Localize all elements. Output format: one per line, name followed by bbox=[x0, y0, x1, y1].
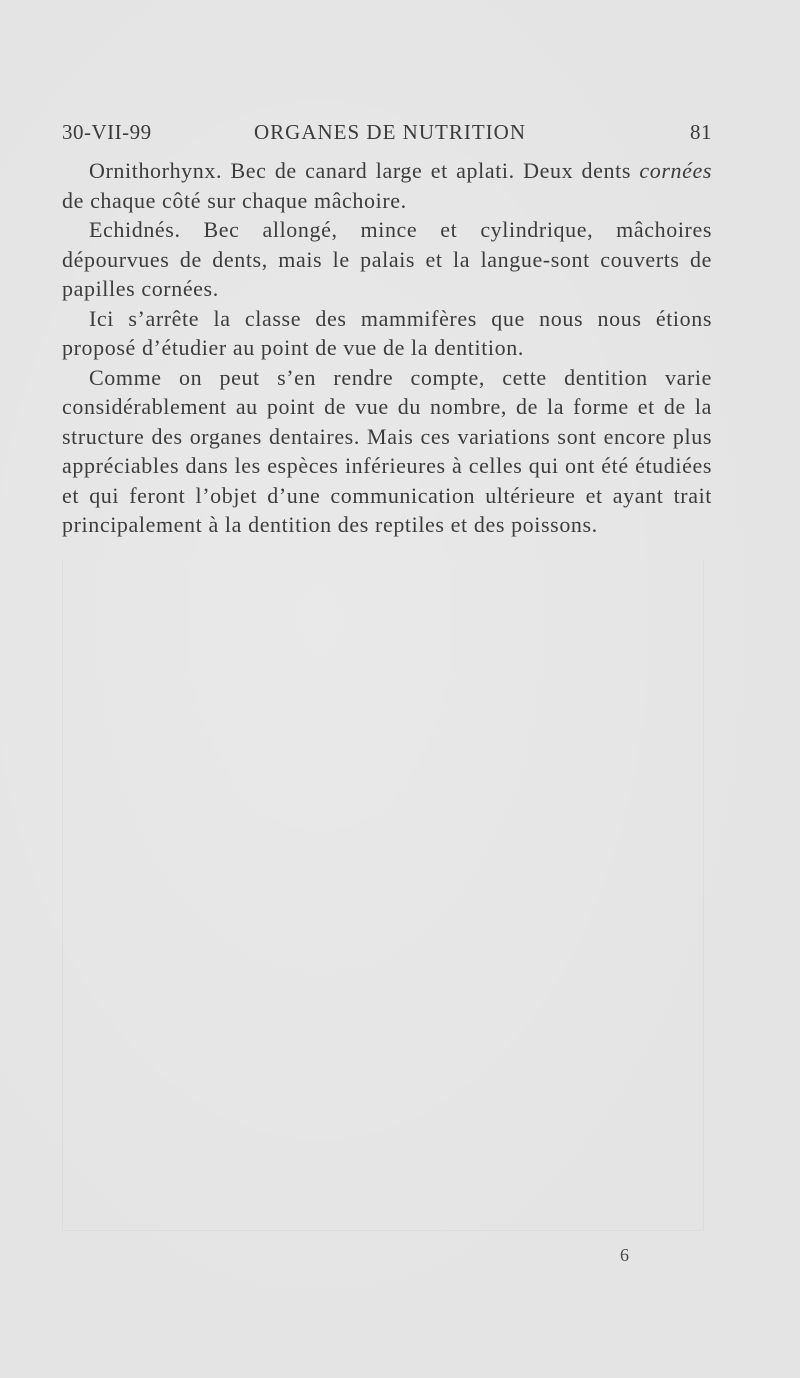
page-number: 81 bbox=[690, 120, 712, 144]
signature-mark: 6 bbox=[620, 1245, 629, 1265]
paragraph-text: Ornithorhynx. Bec de canard large et aplati. Deux dents bbox=[89, 158, 640, 183]
running-header bbox=[62, 120, 712, 150]
header-date: 30-VII-99 bbox=[62, 120, 152, 144]
header-title: ORGANES DE NUTRITION bbox=[254, 120, 526, 144]
paragraph-conclusion bbox=[62, 363, 712, 540]
body-text bbox=[62, 156, 712, 540]
paragraph-text: de chaque côté sur chaque mâchoire. bbox=[62, 187, 407, 213]
paragraph-text: Ici s’arrête la classe des mammifères que nous nous étions proposé d’étudier au point de vue de la dentition. bbox=[62, 305, 712, 360]
paragraph-ornithorhynx bbox=[62, 156, 712, 215]
paragraph-echidnes bbox=[62, 215, 712, 304]
paragraph-mammiferes bbox=[62, 304, 712, 363]
paragraph-emphasis: cornées bbox=[639, 158, 712, 183]
paragraph-text: Echidnés. Bec allongé, mince et cylindrique, mâchoires dépourvues de dents, mais le palais et la langue-sont couverts de papilles cornées. bbox=[62, 217, 712, 301]
paragraph-text: Comme on peut s’en rendre compte, cette dentition varie considérablement au point de vue du nombre, de la forme et de la structure des organes dentaires. Mais ces variations sont encore plus appréciables dans les espèces inférieures à celles qui ont été étudiées et qui feront l’objet d’une communication ultérieure et ayant trait principalement à la dentition des reptiles et des poissons. bbox=[62, 364, 712, 537]
verso-bleed-through bbox=[62, 560, 704, 1231]
